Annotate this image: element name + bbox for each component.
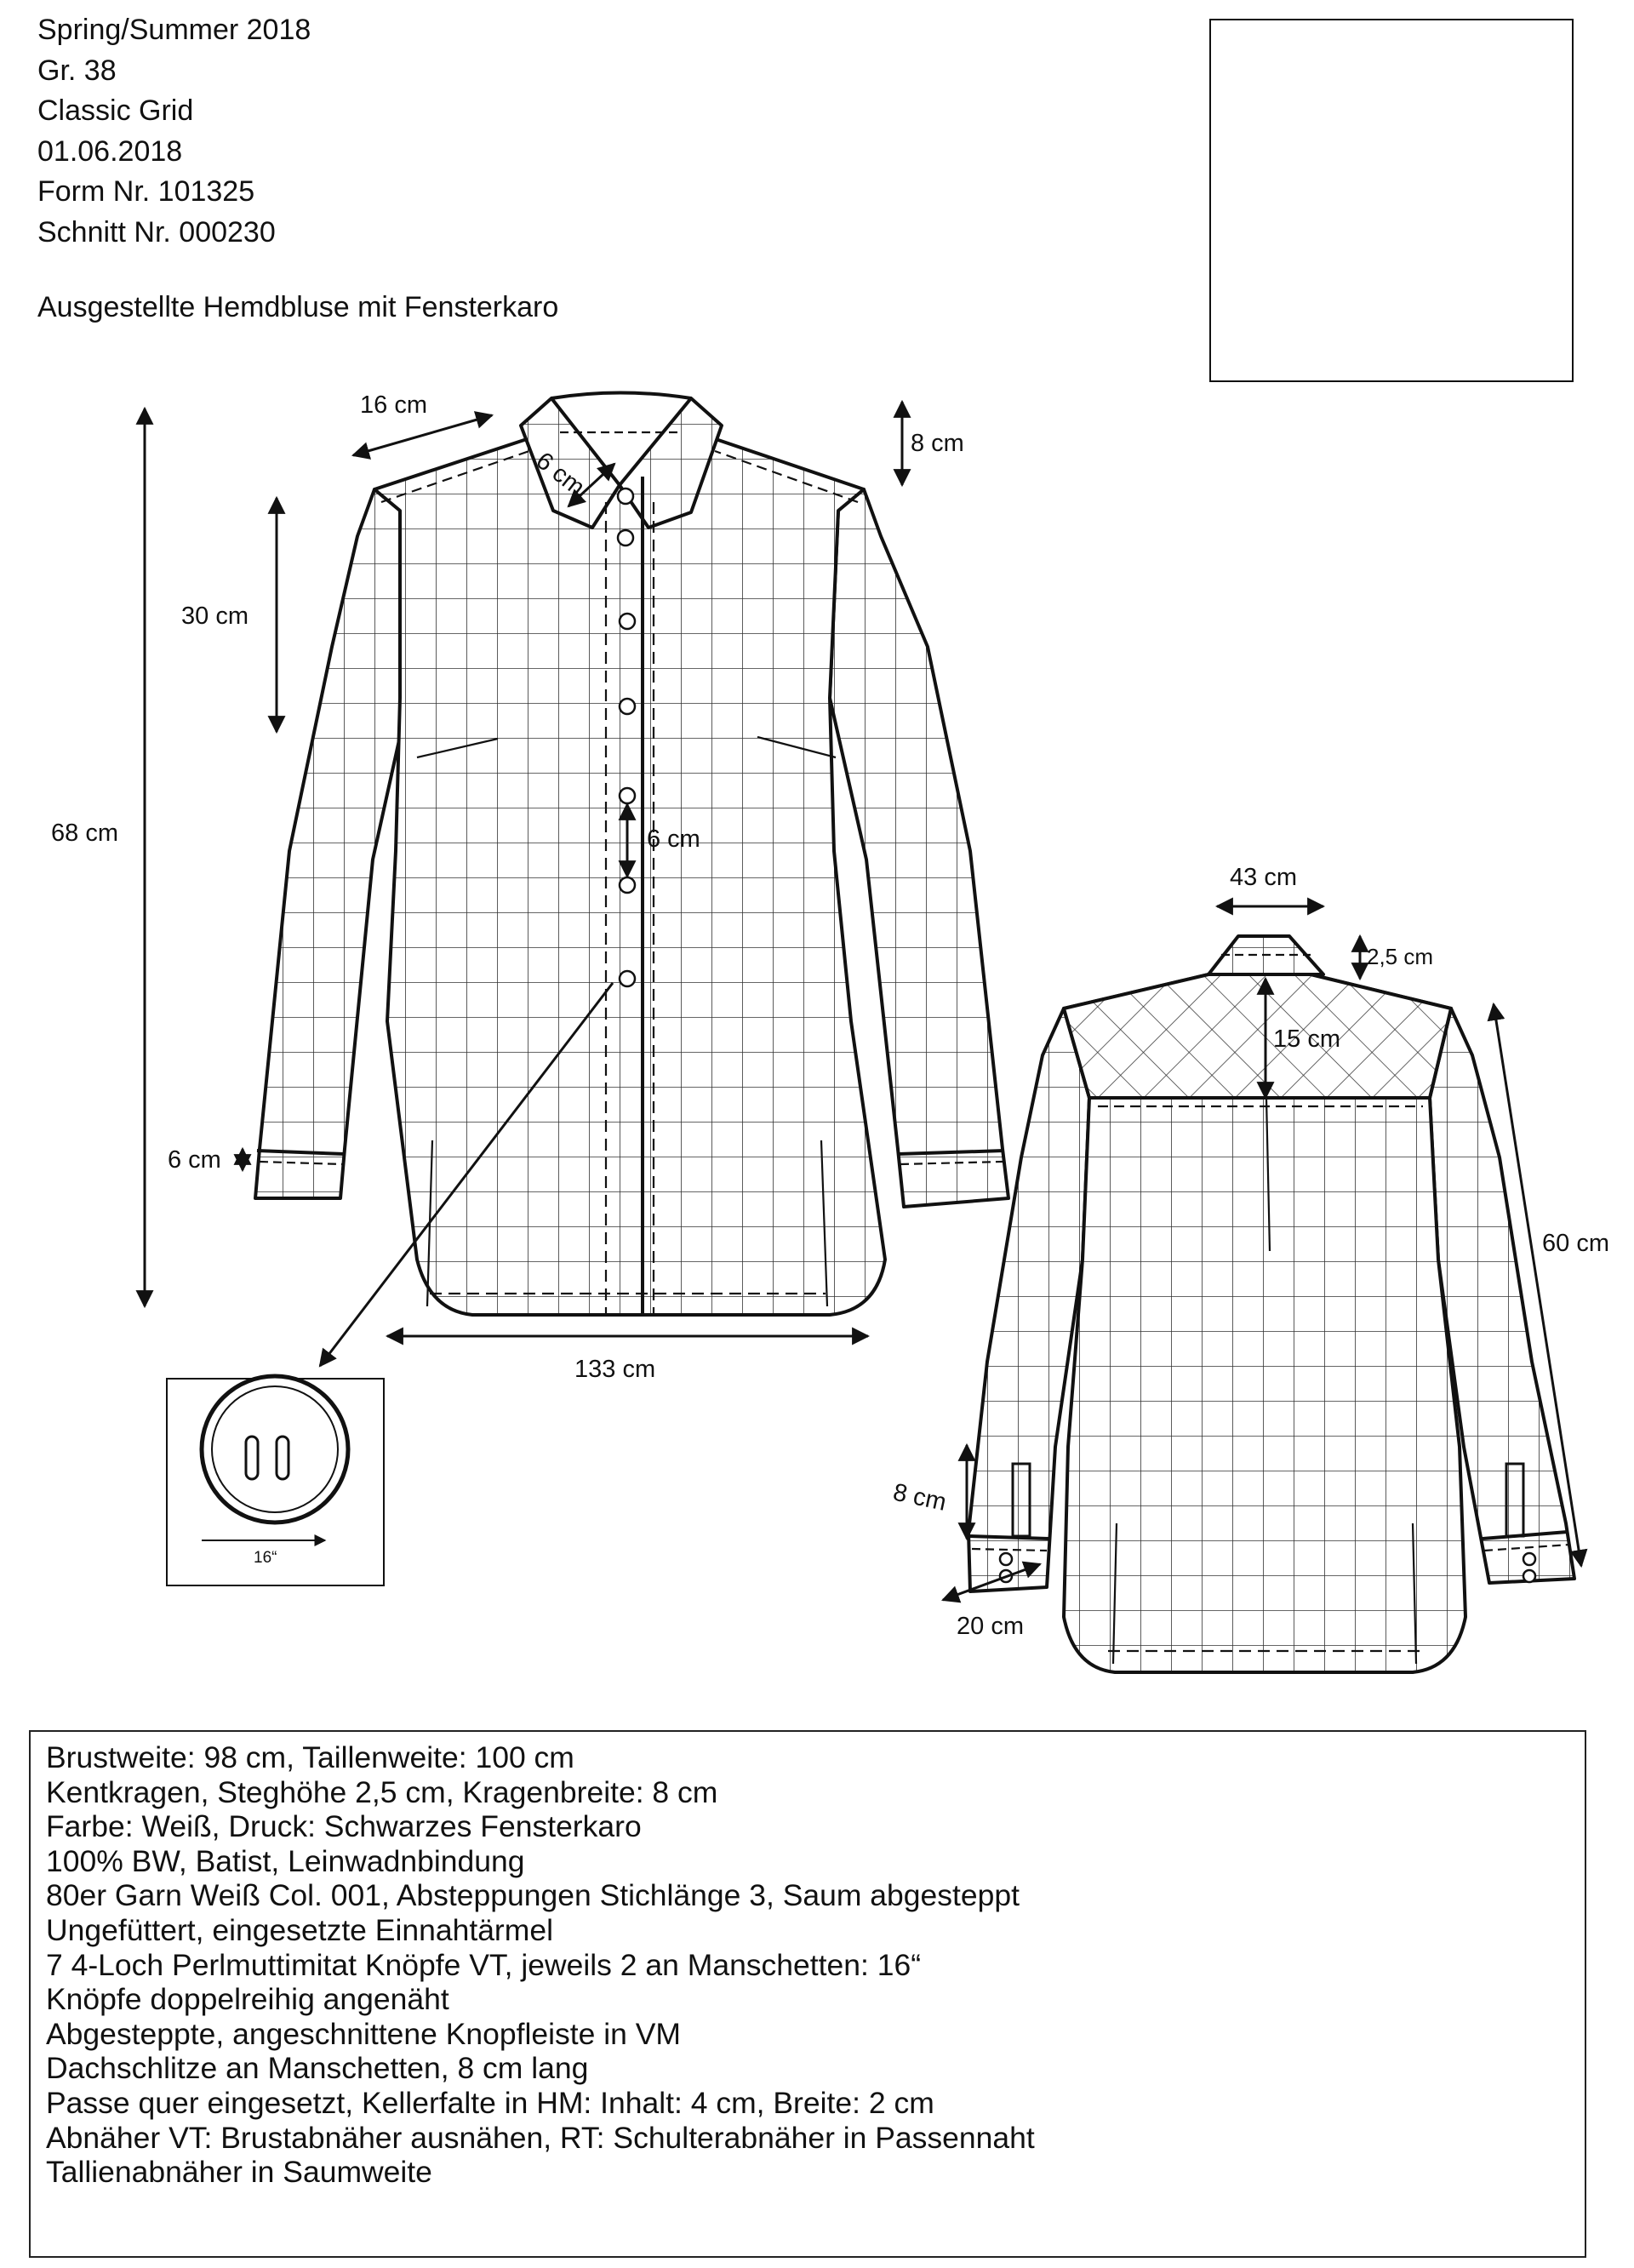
spec-line: Ungefüttert, eingesetzte Einnahtärmel bbox=[46, 1912, 553, 1947]
front-view bbox=[255, 393, 1008, 1316]
cuff-button-right-1 bbox=[1523, 1553, 1535, 1565]
button-4 bbox=[620, 699, 635, 714]
form-number-label: Form Nr. 101325 bbox=[37, 175, 255, 208]
spec-line: 80er Garn Weiß Col. 001, Absteppungen Stichlänge 3, Saum abgesteppt bbox=[46, 1878, 1020, 1913]
front-body bbox=[374, 438, 885, 1315]
front-left-sleeve bbox=[255, 489, 408, 1198]
button-3 bbox=[620, 614, 635, 629]
label-cuff-height: 6 cm bbox=[168, 1146, 221, 1174]
spec-line: Brustweite: 98 cm, Taillenweite: 100 cm bbox=[46, 1740, 574, 1774]
label-cuff-width: 20 cm bbox=[957, 1613, 1024, 1640]
button-5 bbox=[620, 788, 635, 803]
cuff-button-left-1 bbox=[1000, 1553, 1012, 1565]
button-2 bbox=[618, 530, 633, 546]
spec-line: Abnäher VT: Brustabnäher ausnähen, RT: Schulterabnäher in Passennaht bbox=[46, 2120, 1035, 2155]
spec-line: Knöpfe doppelreihig angenäht bbox=[46, 1982, 449, 2017]
label-collar-height: 8 cm bbox=[911, 430, 964, 457]
spec-line: Dachschlitze an Manschetten, 8 cm lang bbox=[46, 2051, 589, 2086]
spec-line: Passe quer eingesetzt, Kellerfalte in HM: Inhalt: 4 cm, Breite: 2 cm bbox=[46, 2085, 934, 2120]
label-armhole-depth: 30 cm bbox=[181, 603, 249, 630]
spec-line: 7 4-Loch Perlmuttimitat Knöpfe VT, jeweils 2 an Manschetten: 16“ bbox=[46, 1947, 922, 1982]
pattern-label: Classic Grid bbox=[37, 94, 194, 127]
button-7 bbox=[620, 971, 635, 986]
date-label: 01.06.2018 bbox=[37, 134, 183, 168]
button-detail bbox=[167, 1376, 384, 1585]
cut-number-label: Schnitt Nr. 000230 bbox=[37, 215, 276, 249]
label-total-length: 68 cm bbox=[51, 820, 118, 847]
spec-box bbox=[29, 1730, 1586, 2258]
button-detail-outer bbox=[202, 1376, 348, 1522]
size-label: Gr. 38 bbox=[37, 54, 117, 87]
label-collar-width: 16 cm bbox=[360, 391, 427, 419]
back-yoke bbox=[1064, 974, 1451, 1098]
buttonhole-left bbox=[246, 1437, 258, 1479]
back-view bbox=[968, 936, 1574, 1672]
label-yoke-depth: 15 cm bbox=[1273, 1025, 1340, 1053]
dim-collar-width bbox=[353, 415, 492, 455]
spec-line: Abgesteppte, angeschnittene Knopfleiste in VM bbox=[46, 2016, 682, 2051]
label-stand-height: 2,5 cm bbox=[1367, 944, 1434, 969]
buttonhole-right bbox=[277, 1437, 289, 1479]
label-button-size: 16“ bbox=[254, 1549, 277, 1567]
label-collar-depth: 6 cm bbox=[530, 447, 590, 502]
label-hem-width: 133 cm bbox=[574, 1356, 656, 1383]
button-6 bbox=[620, 877, 635, 893]
season-label: Spring/Summer 2018 bbox=[37, 14, 311, 46]
label-neck-width: 43 cm bbox=[1230, 864, 1297, 891]
garment-title: Ausgestellte Hemdbluse mit Fensterkaro bbox=[37, 291, 559, 323]
label-sleeve-length: 60 cm bbox=[1542, 1230, 1609, 1257]
label-button-spacing: 6 cm bbox=[647, 826, 700, 853]
spec-line: 100% BW, Batist, Leinwadnbindung bbox=[46, 1843, 525, 1878]
spec-line: Farbe: Weiß, Druck: Schwarzes Fensterkaro bbox=[46, 1809, 642, 1844]
button-1 bbox=[618, 488, 633, 504]
cuff-button-right-2 bbox=[1523, 1570, 1535, 1582]
spec-line: Tallienabnäher in Saumweite bbox=[46, 2155, 432, 2190]
spec-line: Kentkragen, Steghöhe 2,5 cm, Kragenbreite: 8 cm bbox=[46, 1774, 718, 1809]
label-placket-length: 8 cm bbox=[890, 1478, 949, 1517]
